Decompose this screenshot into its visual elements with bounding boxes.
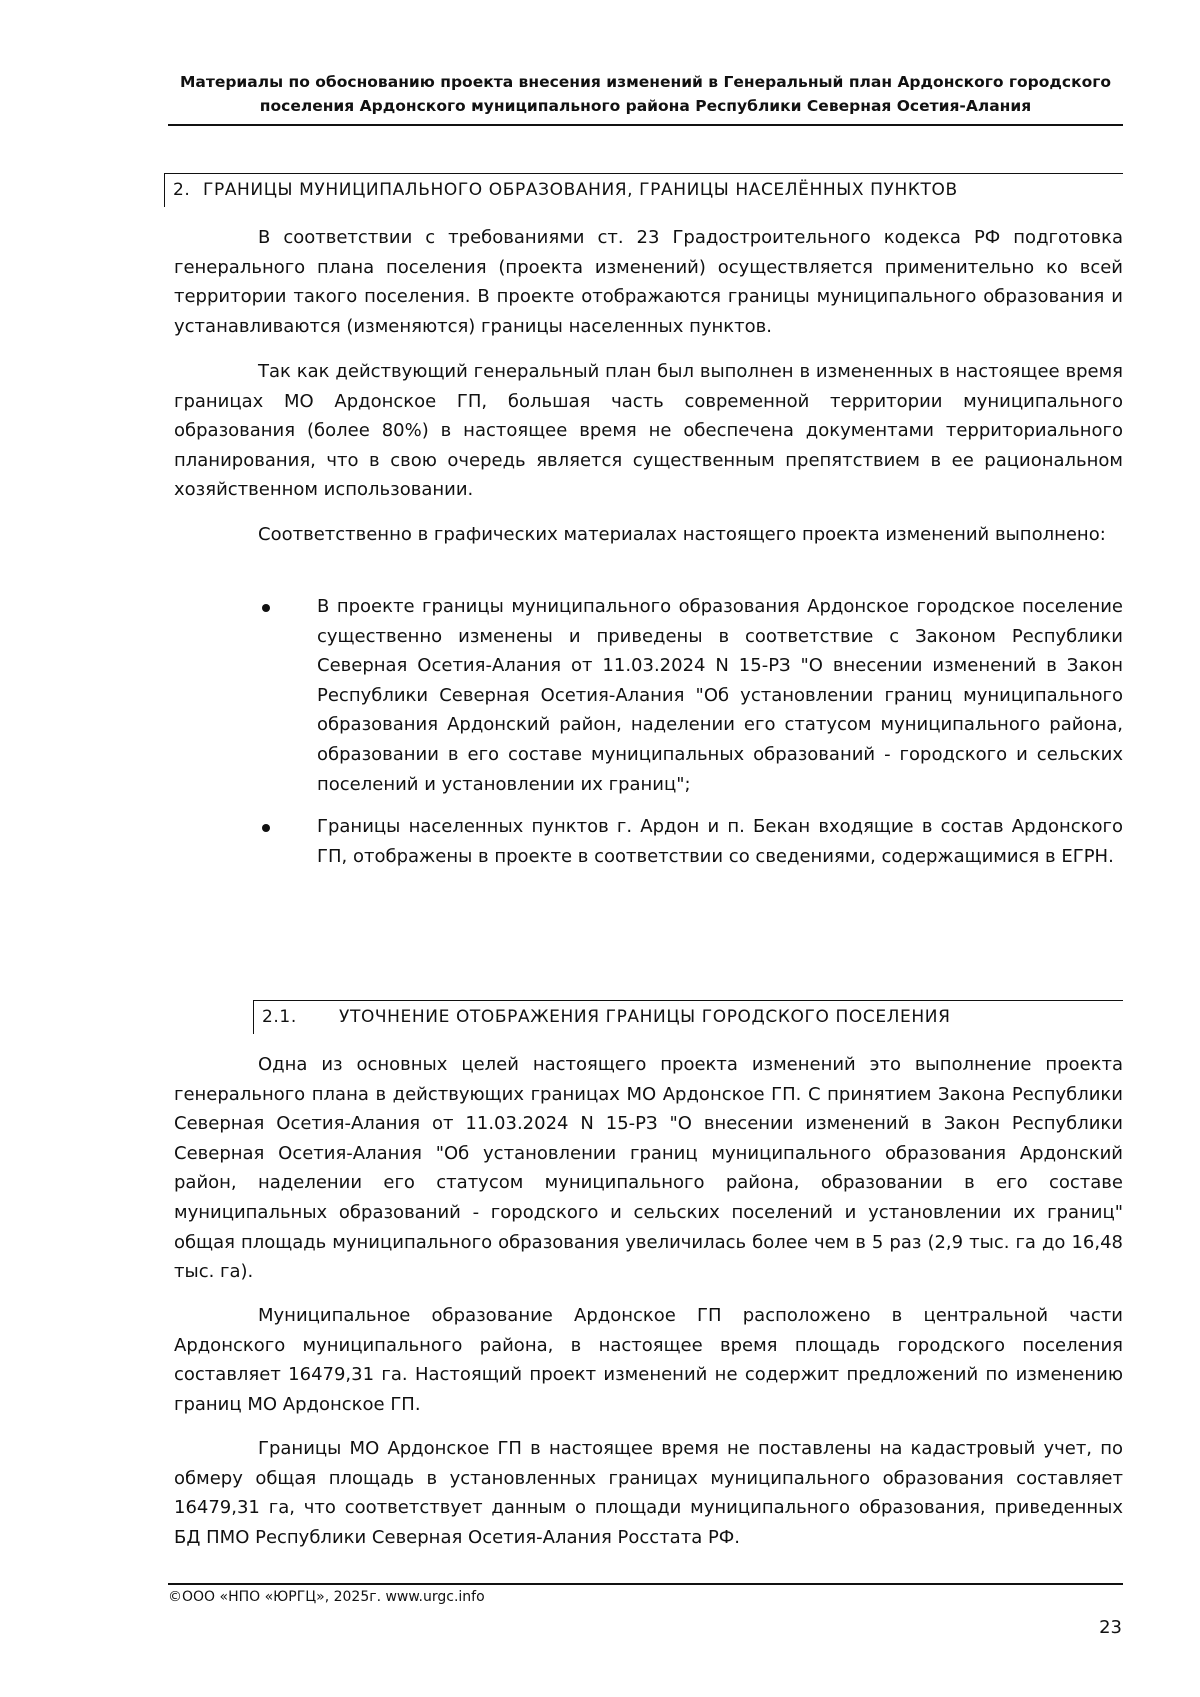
section-title: УТОЧНЕНИЕ ОТОБРАЖЕНИЯ ГРАНИЦЫ ГОРОДСКОГО ПОСЕЛЕНИЯ	[339, 1007, 951, 1027]
paragraph: Муниципальное образование Ардонское ГП расположено в центральной части Ардонского муниципального района, в настоящее время площадь городского поселения составляет 16479,31 га. Настоящий проект изменений не содержит предложений по изменению границ МО Ардонское ГП.	[174, 1305, 1123, 1415]
bullet-icon	[262, 824, 270, 832]
header-line-1: Материалы по обоснованию проекта внесения изменений в Генеральный план Ардонского городского	[179, 73, 1112, 91]
section-number: 2.1.	[262, 1007, 297, 1027]
list-item	[174, 812, 1123, 871]
header-line-2: поселения Ардонского муниципального района Республики Северная Осетия-Алания	[259, 97, 1032, 115]
paragraph: Соответственно в графических материалах настоящего проекта изменений выполнено:	[258, 524, 1106, 545]
paragraph: В соответствии с требованиями ст. 23 Градостроительного кодекса РФ подготовка генерального плана поселения (проекта изменений) осуществляется применительно ко всей территории такого поселения. В проекте отображаются границы муниципального образования и устанавливаются (изменяются) границы населенных пунктов.	[174, 227, 1123, 337]
section-title: ГРАНИЦЫ МУНИЦИПАЛЬНОГО ОБРАЗОВАНИЯ, ГРАНИЦЫ НАСЕЛЁННЫХ ПУНКТОВ	[203, 180, 958, 200]
section-heading-2-1	[253, 1000, 1123, 1034]
list-item-text: Границы населенных пунктов г. Ардон и п. Бекан входящие в состав Ардонского ГП, отображены в проекте в соответствии со сведениями, содержащимися в ЕГРН.	[317, 816, 1123, 867]
section-number: 2.	[173, 180, 191, 200]
footer-rule	[168, 1583, 1123, 1585]
document-header	[168, 70, 1123, 118]
list-item-text: В проекте границы муниципального образования Ардонское городское поселение существенно изменены и приведены в соответствие с Законом Республики Северная Осетия-Алания от 11.03.2024 N 15-РЗ "О внесении изменений в Закон Республики Северная Осетия-Алания "Об установлении границ муниципального образования Ардонский район, наделении его статусом муниципального района, образовании в его составе муниципальных образований - городского и сельских поселений и установлении их границ";	[317, 596, 1123, 795]
footer-copyright: ©ООО «НПО «ЮРГЦ», 2025г. www.urgc.info	[168, 1589, 485, 1605]
paragraph: Одна из основных целей настоящего проекта изменений это выполнение проекта генерального плана в действующих границах МО Ардонское ГП. С принятием Закона Республики Северная Осетия-Алания от 11.03.2024 N 15-РЗ "О внесении изменений в Закон Республики Северная Осетия-Алания "Об установлении границ муниципального образования Ардонский район, наделении его статусом муниципального района, образовании в его составе муниципальных образований - городского и сельских поселений и установлении их границ" общая площадь муниципального образования увеличилась более чем в 5 раз (2,9 тыс. га до 16,48 тыс. га).	[174, 1054, 1123, 1283]
bullet-icon	[262, 604, 270, 612]
page-number: 23	[1099, 1617, 1122, 1638]
header-rule	[168, 124, 1123, 126]
paragraph: Так как действующий генеральный план был выполнен в измененных в настоящее время границах МО Ардонское ГП, большая часть современной территории муниципального образования (более 80%) в настоящее время не обеспечена документами территориального планирования, что в свою очередь является существенным препятствием в ее рациональном хозяйственном использовании.	[174, 361, 1123, 501]
section-heading-2	[164, 173, 1123, 207]
list-item	[174, 592, 1123, 799]
paragraph: Границы МО Ардонское ГП в настоящее время не поставлены на кадастровый учет, по обмеру общая площадь в установленных границах муниципального образования составляет 16479,31 га, что соответствует данным о площади муниципального образования, приведенных БД ПМО Республики Северная Осетия-Алания Росстата РФ.	[174, 1438, 1123, 1548]
bullet-list	[174, 592, 1123, 871]
